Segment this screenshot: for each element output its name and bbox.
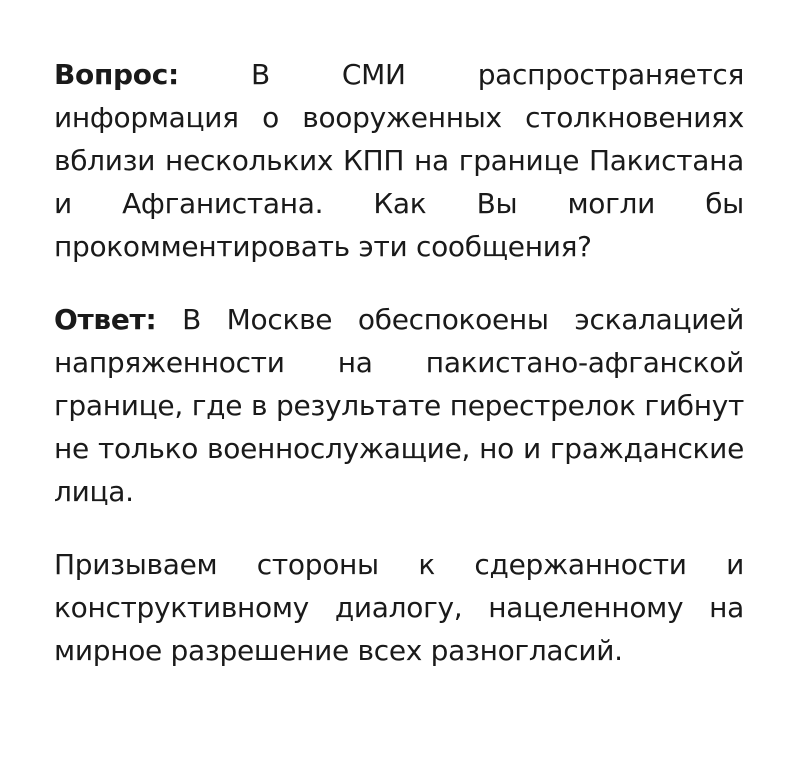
answer-text: В Москве обеспокоены эскалацией напряженности на пакистано-афганской границе, где в результате перестрелок гибнут не только военнослужащие, но и гражданские лица. xyxy=(54,303,744,508)
question-paragraph xyxy=(54,53,744,268)
question-label: Вопрос: xyxy=(54,58,179,91)
answer-paragraph xyxy=(54,298,744,513)
question-text: В СМИ распространяется информация о вооруженных столкновениях вблизи нескольких КПП на границе Пакистана и Афганистана. Как Вы могли бы прокомментировать эти сообщения? xyxy=(54,58,744,263)
answer-label: Ответ: xyxy=(54,303,157,336)
statement-document xyxy=(54,53,744,672)
closing-paragraph xyxy=(54,543,744,672)
closing-text: Призываем стороны к сдержанности и конструктивному диалогу, нацеленному на мирное разрешение всех разногласий. xyxy=(54,548,744,667)
